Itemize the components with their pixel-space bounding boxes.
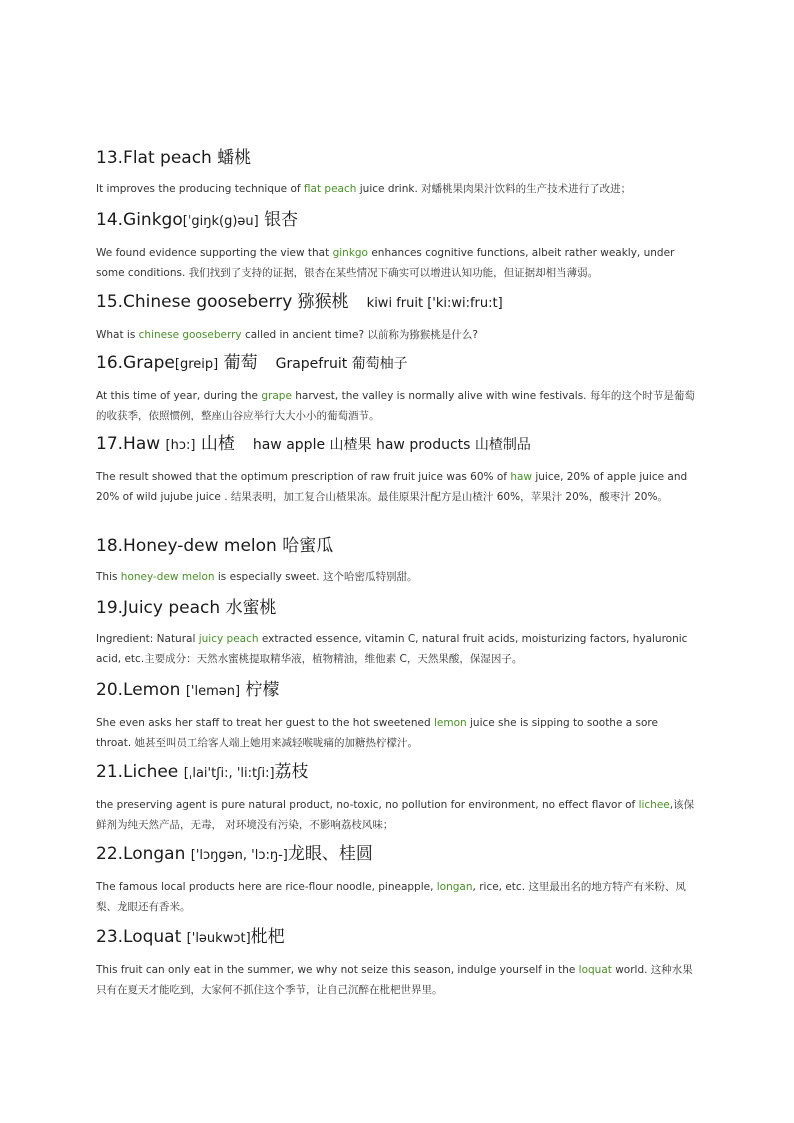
entry-heading bbox=[96, 208, 696, 234]
highlighted-word: grape bbox=[261, 390, 292, 402]
entry-chinese: 柠檬 bbox=[240, 680, 280, 700]
example-text: It improves the producing technique of bbox=[96, 183, 304, 195]
entry-chinese: 蟠桃 bbox=[217, 148, 252, 168]
highlighted-word: lichee bbox=[638, 799, 670, 811]
entry-heading bbox=[96, 760, 696, 786]
entry-example bbox=[96, 704, 696, 753]
entry-chinese: 哈蜜瓜 bbox=[282, 536, 334, 556]
entry-flat-peach bbox=[96, 146, 696, 208]
example-text: This bbox=[96, 571, 121, 583]
entry-heading bbox=[96, 351, 696, 377]
entry-heading bbox=[96, 146, 696, 170]
entry-heading bbox=[96, 432, 696, 458]
entry-chinese: 荔枝 bbox=[274, 762, 309, 782]
entry-term: 22.Longan bbox=[96, 844, 191, 864]
entry-term: 18.Honey-dew melon bbox=[96, 536, 283, 556]
highlighted-word: honey-dew melon bbox=[120, 571, 215, 583]
entry-phonetic: ['ləukwɔt] bbox=[186, 931, 251, 946]
entry-term: 21.Lichee bbox=[96, 762, 184, 782]
entry-haw bbox=[96, 432, 696, 534]
highlighted-word: loquat bbox=[578, 964, 612, 976]
example-text: enhances cognitive functions, albeit rather weakly, under some conditions. 我们找到了支持的证据，银杏在某些情况下确实可以增进认知功能，但证据却相当薄弱。 bbox=[96, 247, 675, 279]
entry-example bbox=[96, 234, 696, 283]
entry-chinese-gooseberry bbox=[96, 290, 696, 351]
entry-term: 15.Chinese gooseberry bbox=[96, 292, 298, 312]
example-text: Ingredient: Natural bbox=[96, 633, 199, 645]
highlighted-word: haw bbox=[510, 471, 533, 483]
entry-chinese: 山楂 bbox=[195, 434, 235, 454]
example-text: juice, 20% of apple juice and 20% of wild jujube juice . 结果表明，加工复合山楂果冻。最佳原果汁配方是山楂汁 60%，苹果汁 20%，酸枣汁 20%。 bbox=[96, 471, 688, 503]
entry-heading bbox=[96, 290, 696, 316]
entry-chinese: 水蜜桃 bbox=[225, 598, 277, 618]
entry-heading bbox=[96, 534, 696, 558]
entry-chinese: 龙眼、桂圆 bbox=[287, 844, 373, 864]
example-text: juice she is sipping to soothe a sore throat. 她甚至叫员工给客人端上她用来减轻喉咙痛的加糖热柠檬汁。 bbox=[96, 717, 658, 749]
entry-chinese: 猕猴桃 bbox=[297, 292, 349, 312]
entry-heading bbox=[96, 925, 696, 951]
entry-term: 23.Loquat bbox=[96, 927, 187, 947]
entry-term: 19.Juicy peach bbox=[96, 598, 226, 618]
entry-term: 16.Grape bbox=[96, 353, 175, 373]
entry-term: 14.Ginkgo bbox=[96, 210, 183, 230]
entry-example bbox=[96, 316, 696, 345]
highlighted-word: flat peach bbox=[303, 183, 357, 195]
entry-chinese: 葡萄 bbox=[218, 353, 258, 373]
entry-phonetic: [ˌlai'tʃi:, 'li:tʃi:] bbox=[183, 766, 275, 781]
entry-example bbox=[96, 868, 696, 917]
entry-related: Grapefruit 葡萄柚子 bbox=[275, 356, 408, 372]
entry-chinese: 银杏 bbox=[258, 210, 299, 230]
highlighted-word: ginkgo bbox=[332, 247, 368, 259]
entry-grape bbox=[96, 351, 696, 432]
example-text: This fruit can only eat in the summer, we why not seize this season, indulge yourself in the bbox=[96, 964, 579, 976]
example-text: The result showed that the optimum prescription of raw fruit juice was 60% of bbox=[96, 471, 511, 483]
entry-heading bbox=[96, 678, 696, 704]
entry-term: 17.Haw bbox=[96, 434, 166, 454]
entry-phonetic: [hɔ:] bbox=[165, 438, 196, 453]
entry-example bbox=[96, 951, 696, 1000]
example-text: ,该保鲜剂为纯天然产品，无毒， 对环境没有污染，不影响荔枝风味； bbox=[96, 799, 695, 831]
example-text: We found evidence supporting the view that bbox=[96, 247, 333, 259]
example-text: The famous local products here are rice-flour noodle, pineapple, bbox=[96, 881, 437, 893]
example-text: At this time of year, during the bbox=[96, 390, 262, 402]
entry-phonetic: [greip] bbox=[174, 357, 219, 372]
highlighted-word: longan bbox=[436, 881, 473, 893]
highlighted-word: chinese gooseberry bbox=[138, 329, 242, 341]
entry-term: 13.Flat peach bbox=[96, 148, 218, 168]
example-text: called in ancient time? 以前称为猕猴桃是什么? bbox=[241, 329, 478, 341]
entry-example bbox=[96, 170, 696, 199]
entry-related: kiwi fruit ['ki:wi:fru:t] bbox=[366, 296, 503, 311]
entry-phonetic: ['lemən] bbox=[185, 684, 241, 699]
highlighted-word: lemon bbox=[433, 717, 467, 729]
example-text: world. 这种水果只有在夏天才能吃到，大家何不抓住这个季节，让自己沉醉在枇杷世界里。 bbox=[96, 964, 693, 996]
example-text: the preserving agent is pure natural product, no-toxic, no pollution for environment, no effect flavor of bbox=[96, 799, 639, 811]
entry-phonetic: ['lɔŋgən, 'lɔ:ŋ-] bbox=[190, 848, 288, 863]
entry-example bbox=[96, 786, 696, 835]
example-text: , rice, etc. 这里最出名的地方特产有米粉、凤梨、龙眼还有香米。 bbox=[96, 881, 686, 913]
example-text: juice drink. 对蟠桃果肉果汁饮料的生产技术进行了改进； bbox=[356, 183, 632, 195]
entry-related: haw apple 山楂果 haw products 山楂制品 bbox=[252, 437, 531, 453]
document-body bbox=[96, 146, 696, 1005]
highlighted-word: juicy peach bbox=[198, 633, 259, 645]
entry-example bbox=[96, 558, 696, 587]
example-text: What is bbox=[96, 329, 139, 341]
entry-example bbox=[96, 377, 696, 426]
entry-example bbox=[96, 620, 696, 669]
example-text: harvest, the valley is normally alive with wine festivals. 每年的这个时节是葡萄的收获季，依照惯例，整座山谷应举行大大小小的葡萄酒节。 bbox=[96, 390, 695, 422]
entry-honey-dew-melon bbox=[96, 534, 696, 596]
entry-longan bbox=[96, 842, 696, 925]
entry-term: 20.Lemon bbox=[96, 680, 186, 700]
entry-example bbox=[96, 458, 696, 507]
entry-loquat bbox=[96, 925, 696, 1005]
entry-juicy-peach bbox=[96, 596, 696, 678]
entry-heading bbox=[96, 596, 696, 620]
example-text: She even asks her staff to treat her guest to the hot sweetened bbox=[96, 717, 434, 729]
entry-phonetic: [ˈgiŋk(g)əu] bbox=[182, 214, 259, 229]
entry-ginkgo bbox=[96, 208, 696, 290]
entry-lemon bbox=[96, 678, 696, 760]
entry-chinese: 枇杷 bbox=[250, 927, 285, 947]
entry-lichee bbox=[96, 760, 696, 842]
entry-heading bbox=[96, 842, 696, 868]
example-text: is especially sweet. 这个哈密瓜特别甜。 bbox=[214, 571, 418, 583]
example-text: extracted essence, vitamin C, natural fruit acids, moisturizing factors, hyaluronic acid, etc.主要成分：天然水蜜桃提取精华液，植物精油，维他素 C，天然果酸，保湿因子。 bbox=[96, 633, 688, 665]
